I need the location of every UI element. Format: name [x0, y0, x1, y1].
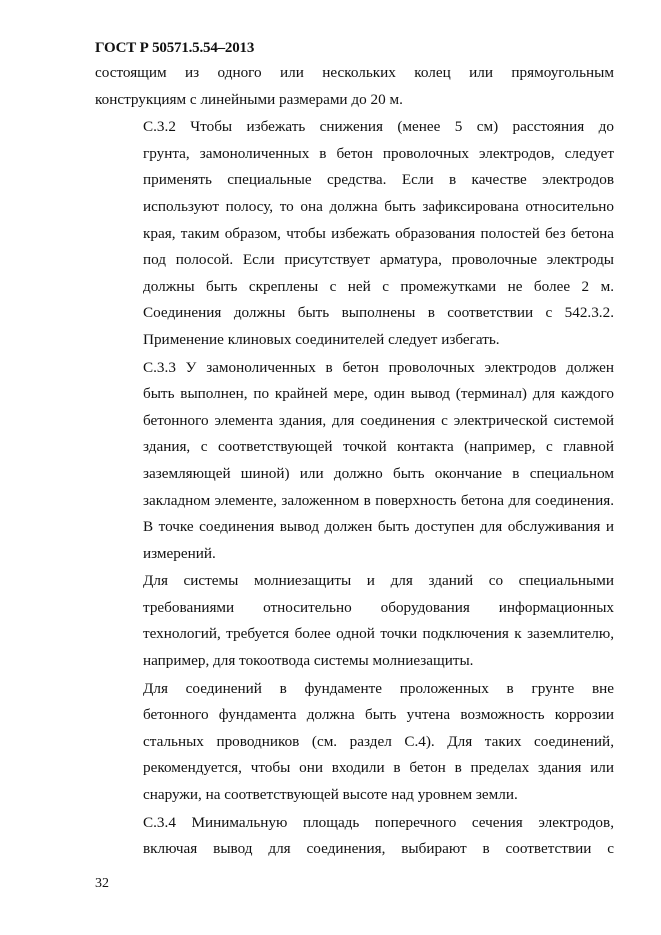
- text-line: стальных проводников (см. раздел С.4). Для таких соединений,: [143, 732, 614, 750]
- text-line: измерений.: [143, 544, 216, 562]
- text-line: грунта, замоноличенных в бетон проволочных электродов, следует: [143, 144, 614, 162]
- document-page: [95, 38, 614, 863]
- text-line: Соединения должны быть выполнены в соответствии с 542.3.2.: [143, 304, 614, 322]
- text-line: применять специальные средства. Если в качестве электродов: [143, 171, 614, 189]
- text-line: состоящим из одного или нескольких колец или прямоугольным: [95, 64, 614, 81]
- text-line: например, для токоотвода системы молниезащиты.: [143, 652, 474, 670]
- text-line: технологий, требуется более одной точки подключения к заземлителю,: [143, 625, 614, 643]
- text-line: под полосой. Если присутствует арматура, проволочные электроды: [143, 251, 614, 269]
- document-header: ГОСТ Р 50571.5.54–2013: [95, 40, 255, 56]
- text-line: В точке соединения вывод должен быть доступен для обслуживания и: [143, 518, 614, 536]
- paragraph: [95, 114, 614, 353]
- paragraph: [95, 568, 614, 674]
- text-line: заземляющей шиной) или должно быть окончание в специальном: [143, 464, 614, 482]
- text-line: требованиями относительно оборудования информационных: [143, 598, 614, 616]
- text-line: С.3.3 У замоноличенных в бетон проволочных электродов должен: [143, 358, 614, 376]
- text-line: закладном элементе, заложенном в поверхность бетона для соединения.: [143, 491, 614, 509]
- paragraph: [95, 676, 614, 809]
- text-line: конструкциям с линейными размерами до 20 м.: [95, 90, 403, 108]
- text-line: Применение клиновых соединителей следует избегать.: [143, 330, 500, 348]
- text-line: быть выполнен, по крайней мере, один вывод (терминал) для каждого: [143, 385, 614, 403]
- paragraph: [95, 60, 614, 113]
- text-line: бетонного фундамента должна быть учтена возможность коррозии: [143, 706, 614, 724]
- paragraph: [95, 810, 614, 863]
- text-line: Для соединений в фундаменте проложенных в грунте вне: [143, 679, 614, 697]
- text-line: бетонного элемента здания, для соединения с электрической системой: [143, 411, 614, 429]
- text-line: Для системы молниезащиты и для зданий со специальными: [143, 572, 614, 590]
- text-line: края, таким образом, чтобы избежать образования полостей без бетона: [143, 224, 614, 242]
- text-line: должны быть скреплены с ней с промежутками не более 2 м.: [143, 277, 614, 295]
- document-body: [95, 60, 614, 863]
- text-line: используют полосу, то она должна быть зафиксирована относительно: [143, 197, 614, 215]
- text-line: С.3.4 Минимальную площадь поперечного сечения электродов,: [143, 813, 614, 831]
- text-line: снаружи, на соответствующей высоте над уровнем земли.: [143, 786, 518, 804]
- text-line: С.3.2 Чтобы избежать снижения (менее 5 см) расстояния до: [143, 118, 614, 136]
- text-line: рекомендуется, чтобы они входили в бетон в пределах здания или: [143, 759, 614, 777]
- text-line: здания, с соответствующей точкой контакта (например, с главной: [143, 438, 614, 456]
- paragraph: [95, 355, 614, 568]
- text-line: включая вывод для соединения, выбирают в соответствии с: [143, 840, 614, 858]
- page-number: 32: [95, 876, 109, 891]
